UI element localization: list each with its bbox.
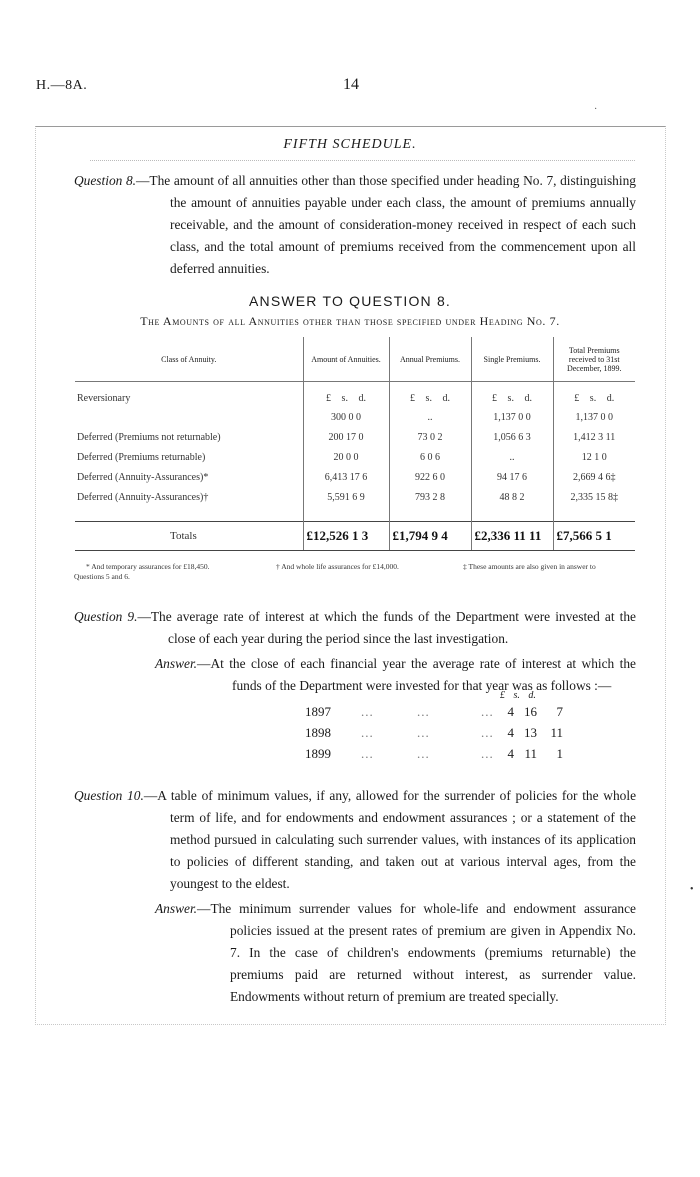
table-cell: 5,591 6 9 bbox=[303, 487, 389, 507]
table-cell: 1,137 0 0 bbox=[471, 407, 553, 427]
table-cell: 94 17 6 bbox=[471, 467, 553, 487]
answer-9-text: —At the close of each financial year the average rate of interest at which the funds of the Department were invested for that year was as follows :— bbox=[197, 656, 636, 693]
table-row bbox=[75, 467, 635, 487]
rate-pounds: 4 bbox=[507, 704, 514, 719]
table-row bbox=[75, 447, 635, 467]
rate-pounds: 4 bbox=[507, 746, 514, 761]
table-cell: .. bbox=[389, 407, 471, 427]
leader-dots: ... bbox=[481, 725, 494, 740]
col-header-total: Total Premiums received to 31st December, 1899. bbox=[553, 337, 635, 382]
table-header-row bbox=[75, 337, 635, 382]
rate-year: 1899 bbox=[305, 746, 331, 761]
table-cell: .. bbox=[471, 447, 553, 467]
table-row bbox=[75, 487, 635, 507]
table-cell: Deferred (Annuity-Assurances)† bbox=[77, 491, 209, 503]
answer-10-label: Answer. bbox=[155, 901, 198, 916]
list-item bbox=[305, 746, 625, 767]
rate-year: 1897 bbox=[305, 704, 331, 719]
answer-9 bbox=[155, 653, 636, 697]
table-spacer-row bbox=[75, 507, 635, 522]
table-row bbox=[75, 407, 635, 427]
annuities-table bbox=[75, 337, 635, 551]
page-speck: · bbox=[594, 104, 598, 115]
leader-dots: ... bbox=[361, 746, 374, 761]
question-10-label: Question 10. bbox=[74, 788, 144, 803]
schedule-title: FIFTH SCHEDULE. bbox=[283, 137, 417, 152]
units-cell: £ s. d. bbox=[471, 382, 553, 408]
col-header-single: Single Premiums. bbox=[471, 337, 553, 382]
table-cell: Deferred (Premiums not returnable) bbox=[77, 431, 221, 443]
leader-dots: ... bbox=[361, 704, 374, 719]
totals-annual: £1,794 9 4 bbox=[389, 522, 471, 551]
list-item bbox=[305, 725, 625, 746]
rate-pence: 1 bbox=[556, 746, 563, 761]
table-cell: 20 0 0 bbox=[303, 447, 389, 467]
interest-rates-list bbox=[305, 704, 625, 767]
totals-total: £7,566 5 1 bbox=[553, 522, 635, 551]
totals-amount: £12,526 1 3 bbox=[303, 522, 389, 551]
table-cell: 1,412 3 11 bbox=[553, 427, 635, 447]
units-cell: £ s. d. bbox=[553, 382, 635, 408]
rate-shillings: 16 bbox=[524, 704, 537, 719]
leader-dots: ... bbox=[481, 704, 494, 719]
question-8-text: —The amount of all annuities other than those specified under heading No. 7, distinguishing the amount of annuities payable under each class, the amount of premiums annually receivable, and the amount of consideration-money received in respect of each such class, and the total amount of premiums received from the commencement upon all deferred annuities. bbox=[136, 173, 636, 276]
schedule-rule bbox=[90, 160, 635, 161]
col-header-annual: Annual Premiums. bbox=[389, 337, 471, 382]
table-cell: Deferred (Premiums returnable) bbox=[77, 451, 206, 463]
rate-shillings: 13 bbox=[524, 725, 537, 740]
table-cell: 48 8 2 bbox=[471, 487, 553, 507]
table-cell: 2,669 4 6‡ bbox=[553, 467, 635, 487]
table-row bbox=[75, 427, 635, 447]
table-cell: 6,413 17 6 bbox=[303, 467, 389, 487]
totals-single: £2,336 11 11 bbox=[471, 522, 553, 551]
table-cell: Deferred (Annuity-Assurances)* bbox=[77, 471, 209, 483]
page-frame-bottom bbox=[35, 1024, 664, 1025]
footnote-dagger: † And whole life assurances for £14,000. bbox=[276, 562, 399, 571]
leader-dots: ... bbox=[481, 746, 494, 761]
table-cell: 73 0 2 bbox=[389, 427, 471, 447]
question-8-label: Question 8. bbox=[74, 173, 137, 188]
document-code: H.—8A. bbox=[36, 78, 88, 93]
table-cell: 6 0 6 bbox=[389, 447, 471, 467]
table-cell: 200 17 0 bbox=[303, 427, 389, 447]
table-cell: 1,056 6 3 bbox=[471, 427, 553, 447]
table-cell: 300 0 0 bbox=[303, 407, 389, 427]
footnote-double-dagger: ‡ These amounts are also given in answer to bbox=[463, 562, 596, 571]
totals-label: Totals bbox=[75, 522, 303, 551]
list-item bbox=[305, 704, 625, 725]
units-cell: £ s. d. bbox=[303, 382, 389, 408]
footnote-star-continued: Questions 5 and 6. bbox=[74, 572, 130, 581]
footnote-star: * And temporary assurances for £18,450. bbox=[86, 562, 210, 571]
leader-dots: ... bbox=[417, 704, 430, 719]
col-header-class: Class of Annuity. bbox=[75, 337, 303, 382]
answer-8-subtitle: The Amounts of all Annuities other than those specified under Heading No. 7. bbox=[140, 314, 560, 328]
leader-dots: ... bbox=[417, 725, 430, 740]
answer-10-text: —The minimum surrender values for whole-life and endowment assurance policies issued at the present rates of premium are given in Appendix No. 7. In the case of children's endowments (premiums returnable) the premiums paid are returned without interest, as surrender value. Endowments without return of premium are treated specially. bbox=[197, 901, 636, 1004]
question-8 bbox=[74, 170, 636, 280]
leader-dots: ... bbox=[417, 746, 430, 761]
page-speck: • bbox=[690, 884, 694, 895]
table-cell: 12 1 0 bbox=[553, 447, 635, 467]
answer-8-title: ANSWER TO QUESTION 8. bbox=[248, 293, 452, 309]
question-9-label: Question 9. bbox=[74, 609, 138, 624]
leader-dots: ... bbox=[361, 725, 374, 740]
table-cell bbox=[75, 407, 303, 427]
table-cell: Reversionary bbox=[77, 392, 131, 404]
table-cell: 922 6 0 bbox=[389, 467, 471, 487]
answer-9-label: Answer. bbox=[155, 656, 198, 671]
units-cell: £ s. d. bbox=[389, 382, 471, 408]
table-cell: 1,137 0 0 bbox=[553, 407, 635, 427]
rate-pounds: 4 bbox=[507, 725, 514, 740]
rate-shillings: 11 bbox=[524, 746, 537, 761]
units-row bbox=[75, 382, 635, 408]
col-header-amount: Amount of Annuities. bbox=[303, 337, 389, 382]
rate-pence: 11 bbox=[550, 725, 563, 740]
question-9 bbox=[74, 606, 636, 650]
totals-row bbox=[75, 522, 635, 551]
page-number: 14 bbox=[343, 76, 359, 93]
table-cell: 793 2 8 bbox=[389, 487, 471, 507]
rate-pence: 7 bbox=[556, 704, 563, 719]
question-9-text: —The average rate of interest at which the funds of the Department were invested at the close of each year during the period since the last investigation. bbox=[137, 609, 636, 646]
table-cell: 2,335 15 8‡ bbox=[553, 487, 635, 507]
answer-10 bbox=[155, 898, 636, 1008]
rates-units: £ s. d. bbox=[500, 690, 536, 701]
rate-year: 1898 bbox=[305, 725, 331, 740]
question-10-text: —A table of minimum values, if any, allowed for the surrender of policies for the whole term of life, and for endowments and endowment assurances ; or a statement of the method pursued in calculating such surrender values, with instances of its application to policies of different standing, and taken out at various interval ages, from the youngest to the eldest. bbox=[143, 788, 637, 891]
question-10 bbox=[74, 785, 636, 895]
